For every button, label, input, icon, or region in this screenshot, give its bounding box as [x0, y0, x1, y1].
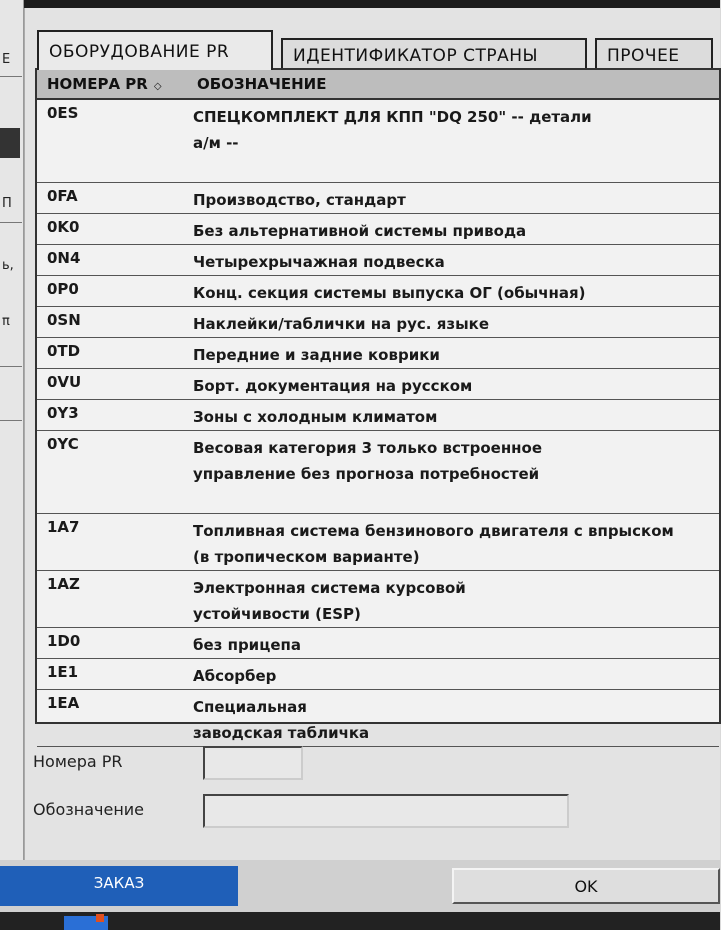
background-mark: ь, — [2, 258, 14, 273]
list-item[interactable] — [37, 214, 719, 245]
pr-designation-line: а/м -- — [193, 134, 239, 152]
list-item[interactable] — [37, 245, 719, 276]
pr-code: 0SN — [47, 311, 81, 329]
background-mark: Π — [2, 196, 12, 211]
pr-designation-line: Зоны с холодным климатом — [193, 408, 438, 426]
pr-designation-line: Абсорбер — [193, 667, 277, 685]
background-divider — [0, 76, 22, 77]
pr-code: 0TD — [47, 342, 81, 360]
pr-code: 0YC — [47, 435, 79, 453]
pr-designation — [183, 276, 719, 306]
pr-designation — [183, 431, 719, 513]
list-item[interactable] — [37, 628, 719, 659]
pr-designation-line: Топливная система бензинового двигателя с впрыском — [193, 522, 674, 540]
pr-designation — [183, 338, 719, 368]
pr-designation-line: Производство, стандарт — [193, 191, 406, 209]
pr-designation-line: (в тропическом варианте) — [193, 548, 420, 566]
list-item[interactable] — [37, 659, 719, 690]
ok-button[interactable]: OK — [452, 868, 720, 904]
background-top-bar — [0, 0, 720, 8]
pr-code: 0VU — [47, 373, 82, 391]
pr-code: 0FA — [47, 187, 78, 205]
pr-code: 1AZ — [47, 575, 80, 593]
column-designation[interactable]: ОБОЗНАЧЕНИЕ — [197, 75, 327, 93]
tab-country-identifier[interactable]: ИДЕНТИФИКАТОР СТРАНЫ — [281, 38, 587, 70]
background-window-strip — [0, 0, 24, 860]
pr-code: 0N4 — [47, 249, 81, 267]
list-rows — [37, 100, 719, 747]
pr-code: 1EA — [47, 694, 80, 712]
pr-designation — [183, 307, 719, 337]
pr-list[interactable] — [35, 68, 721, 742]
list-item[interactable] — [37, 514, 719, 571]
pr-code: 1E1 — [47, 663, 79, 681]
pr-designation-line — [193, 487, 719, 513]
pr-designation-line: управление без прогноза потребностей — [193, 465, 540, 483]
pr-designation-line — [193, 156, 719, 182]
column-pr-numbers[interactable] — [37, 75, 187, 93]
pr-designation — [183, 628, 719, 658]
pr-designation-line: Борт. документация на русском — [193, 377, 473, 395]
pr-designation-line: без прицепа — [193, 636, 301, 654]
pr-equipment-dialog — [24, 8, 720, 860]
pr-number-label: Номера PR — [33, 752, 123, 771]
designation-label: Обозначение — [33, 800, 145, 819]
pr-code: 0Y3 — [47, 404, 79, 422]
pr-designation — [183, 245, 719, 275]
background-divider — [0, 222, 22, 223]
pr-designation-line: Конц. секция системы выпуска ОГ (обычная) — [193, 284, 586, 302]
pr-designation — [183, 369, 719, 399]
tab-bar — [37, 30, 721, 72]
taskbar-icon[interactable] — [96, 914, 104, 922]
pr-code: 1A7 — [47, 518, 80, 536]
list-item[interactable] — [37, 400, 719, 431]
list-item[interactable] — [37, 307, 719, 338]
filter-form — [25, 738, 721, 848]
list-item[interactable] — [37, 431, 719, 514]
pr-designation-line: Без альтернативной системы привода — [193, 222, 527, 240]
background-block — [0, 128, 20, 158]
bottom-button-bar — [0, 860, 720, 930]
taskbar — [0, 912, 720, 930]
pr-number-field[interactable] — [203, 746, 303, 780]
pr-designation-line: Электронная система курсовой — [193, 579, 466, 597]
sort-icon[interactable]: ◇ — [153, 81, 162, 92]
pr-designation-line: СПЕЦКОМПЛЕКТ ДЛЯ КПП "DQ 250" -- детали — [193, 108, 592, 126]
list-item[interactable] — [37, 183, 719, 214]
background-divider — [0, 420, 22, 421]
pr-designation-line: Наклейки/таблички на рус. языке — [193, 315, 489, 333]
pr-designation-line: Весовая категория 3 только встроенное — [193, 439, 543, 457]
list-item[interactable] — [37, 338, 719, 369]
pr-designation-line: Передние и задние коврики — [193, 346, 440, 364]
pr-designation-line: Четырехрычажная подвеска — [193, 253, 445, 271]
pr-designation-line: заводская табличка — [193, 724, 370, 742]
list-item[interactable] — [37, 571, 719, 628]
list-column-header — [37, 70, 719, 100]
column-pr-numbers-label: НОМЕРА PR — [47, 75, 148, 93]
list-item[interactable] — [37, 369, 719, 400]
pr-designation — [183, 659, 719, 689]
pr-designation — [183, 400, 719, 430]
order-button[interactable]: ЗАКАЗ — [0, 866, 238, 906]
designation-field[interactable] — [203, 794, 569, 828]
pr-designation — [183, 214, 719, 244]
pr-designation — [183, 183, 719, 213]
pr-designation — [183, 514, 719, 570]
list-item[interactable] — [37, 100, 719, 183]
pr-code: 1D0 — [47, 632, 81, 650]
pr-designation-line: устойчивости (ESP) — [193, 605, 361, 623]
pr-code: 0ES — [47, 104, 79, 122]
background-mark: π — [2, 314, 10, 329]
pr-code: 0P0 — [47, 280, 79, 298]
tab-pr-equipment[interactable]: ОБОРУДОВАНИЕ PR — [37, 30, 273, 70]
pr-designation — [183, 571, 719, 627]
pr-designation — [183, 100, 719, 182]
background-mark: E — [2, 52, 11, 67]
list-item[interactable] — [37, 276, 719, 307]
background-divider — [0, 366, 22, 367]
tab-other[interactable]: ПРОЧЕЕ — [595, 38, 713, 70]
pr-code: 0K0 — [47, 218, 80, 236]
pr-designation-line: Специальная — [193, 698, 307, 716]
